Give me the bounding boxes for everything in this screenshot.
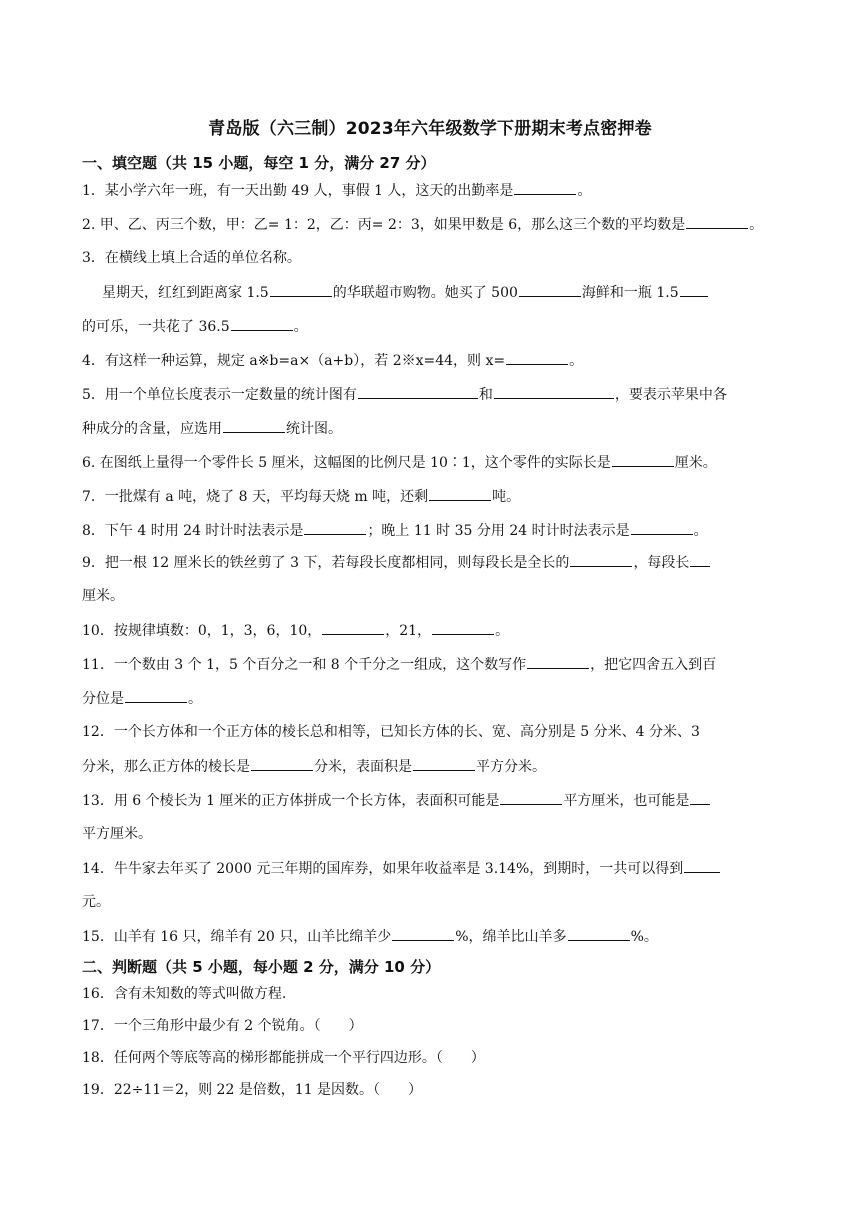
question-text: 的华联超市购物。她买了 500 [332, 285, 518, 301]
answer-blank[interactable] [690, 552, 710, 567]
section-heading-true-false: 二、判断题（共 5 小题，每小题 2 分，满分 10 分） [82, 958, 441, 976]
question-text: 。 [577, 183, 592, 199]
answer-blank[interactable] [231, 316, 293, 331]
question-text: 。 [293, 319, 308, 335]
question-text: 9．把一根 12 厘米长的铁丝剪了 3 下，若每段长度都相同，则每段长是全长的 [82, 555, 570, 571]
answer-blank[interactable] [527, 654, 589, 669]
question-text: 分位是 [82, 691, 124, 707]
question-text: 平方分米。 [476, 759, 546, 775]
question-text: 4．有这样一种运算，规定 a※b=a×（a+b），若 2※x=44，则 x= [82, 353, 506, 369]
page-title: 青岛版（六三制）2023年六年级数学下册期末考点密押卷 [208, 119, 652, 139]
answer-blank[interactable] [251, 756, 313, 771]
question-5 [82, 384, 727, 405]
answer-blank[interactable] [680, 282, 708, 297]
question-text: 。 [749, 217, 764, 233]
answer-blank[interactable] [500, 790, 562, 805]
question-6 [82, 452, 717, 473]
answer-blank[interactable] [519, 282, 581, 297]
question-text: 种成分的含量，应选用 [82, 421, 222, 437]
question-text: 分米，那么正方体的棱长是 [82, 759, 250, 775]
question-text: 1．某小学六年一班，有一天出勤 49 人，事假 1 人，这天的出勤率是 [82, 183, 514, 199]
question-5-line-2 [82, 418, 342, 439]
question-text: 2. 甲、乙、丙三个数，甲：乙= 1：2，乙：丙= 2：3，如果甲数是 6，那么这三个数的平均数是 [82, 217, 686, 233]
question-4 [82, 350, 583, 371]
answer-blank[interactable] [514, 180, 576, 195]
question-1 [82, 180, 591, 201]
question-text: ，每段长 [633, 555, 690, 571]
question-14-line-2: 元。 [82, 894, 110, 910]
question-17: 17．一个三角形中最少有 2 个锐角。（ ） [82, 1018, 363, 1034]
question-text: 平方厘米，也可能是 [563, 793, 690, 809]
question-8 [82, 520, 708, 541]
question-text: 和 [478, 387, 493, 403]
question-text: 吨。 [492, 489, 521, 505]
answer-blank[interactable] [690, 790, 710, 805]
question-text: 分米，表面积是 [314, 759, 412, 775]
question-3-line-3 [82, 316, 308, 337]
question-19: 19．22÷11＝2，则 22 是倍数，11 是因数。（ ） [82, 1082, 423, 1098]
question-text: 11．一个数由 3 个 1，5 个百分之一和 8 个千分之一组成，这个数写作 [82, 657, 527, 673]
question-text: 厘米。 [674, 455, 717, 471]
question-text: 6. 在图纸上量得一个零件长 5 厘米，这幅图的比例尺是 10∶1，这个零件的实际长是 [82, 455, 611, 471]
question-text: 星期天，红红到距离家 1.5 [102, 285, 269, 301]
question-15 [82, 926, 658, 947]
question-text: 的可乐，一共花了 36.5 [82, 319, 230, 335]
question-text: ，21， [385, 623, 432, 639]
answer-blank[interactable] [686, 214, 748, 229]
question-9 [82, 552, 711, 573]
question-7 [82, 486, 520, 507]
question-text: 。 [693, 523, 708, 539]
question-text: %。 [630, 929, 658, 945]
answer-blank[interactable] [631, 520, 693, 535]
question-12: 12．一个长方体和一个正方体的棱长总和相等，已知长方体的长、宽、高分别是 5 分米、4 分米、3 [82, 724, 700, 740]
answer-blank[interactable] [358, 384, 478, 399]
question-text: %，绵羊比山羊多 [455, 929, 567, 945]
answer-blank[interactable] [413, 756, 475, 771]
answer-blank[interactable] [322, 620, 384, 635]
question-text: 10．按规律填数：0，1，3，6，10， [82, 623, 322, 639]
question-text: 15．山羊有 16 只，绵羊有 20 只，山羊比绵羊少 [82, 929, 392, 945]
section-heading-fill-blank: 一、填空题（共 15 小题，每空 1 分，满分 27 分） [82, 154, 436, 172]
answer-blank[interactable] [612, 452, 674, 467]
answer-blank[interactable] [270, 282, 332, 297]
question-text: 。 [188, 691, 202, 707]
answer-blank[interactable] [432, 620, 494, 635]
answer-blank[interactable] [568, 926, 630, 941]
question-text: 。 [495, 623, 510, 639]
question-text: ，把它四舍五入到百 [590, 657, 717, 673]
answer-blank[interactable] [494, 384, 614, 399]
answer-blank[interactable] [125, 688, 187, 703]
answer-blank[interactable] [570, 552, 632, 567]
question-text: 。 [569, 353, 584, 369]
answer-blank[interactable] [223, 418, 285, 433]
question-3-line-2 [102, 282, 709, 303]
answer-blank[interactable] [506, 350, 568, 365]
question-14 [82, 858, 721, 879]
question-text: ；晚上 11 时 35 分用 24 时计时法表示是 [367, 523, 630, 539]
question-18: 18．任何两个等底等高的梯形都能拼成一个平行四边形。（ ） [82, 1050, 485, 1066]
question-text: ，要表示苹果中各 [614, 387, 727, 403]
question-2 [82, 214, 763, 235]
question-text: 14．牛牛家去年买了 2000 元三年期的国库券，如果年收益率是 3.14%，到期时，一共可以得到 [82, 861, 684, 877]
question-10 [82, 620, 509, 641]
question-9-line-2: 厘米。 [82, 588, 124, 604]
answer-blank[interactable] [429, 486, 491, 501]
answer-blank[interactable] [304, 520, 366, 535]
question-16: 16．含有未知数的等式叫做方程. [82, 986, 287, 1002]
question-13 [82, 790, 711, 811]
question-3: 3．在横线上填上合适的单位名称。 [82, 250, 301, 266]
question-text: 7．一批煤有 a 吨，烧了 8 天，平均每天烧 m 吨，还剩 [82, 489, 429, 505]
question-text: 13．用 6 个棱长为 1 厘米的正方体拼成一个长方体，表面积可能是 [82, 793, 500, 809]
answer-blank[interactable] [392, 926, 454, 941]
question-text: 5．用一个单位长度表示一定数量的统计图有 [82, 387, 357, 403]
question-11 [82, 654, 716, 675]
question-13-line-2: 平方厘米。 [82, 826, 152, 842]
answer-blank[interactable] [684, 858, 720, 873]
question-11-line-2 [82, 688, 202, 709]
question-12-line-2 [82, 756, 546, 777]
question-text: 统计图。 [286, 421, 342, 437]
question-text: 8．下午 4 时用 24 时计时法表示是 [82, 523, 304, 539]
question-text: 海鲜和一瓶 1.5 [581, 285, 679, 301]
